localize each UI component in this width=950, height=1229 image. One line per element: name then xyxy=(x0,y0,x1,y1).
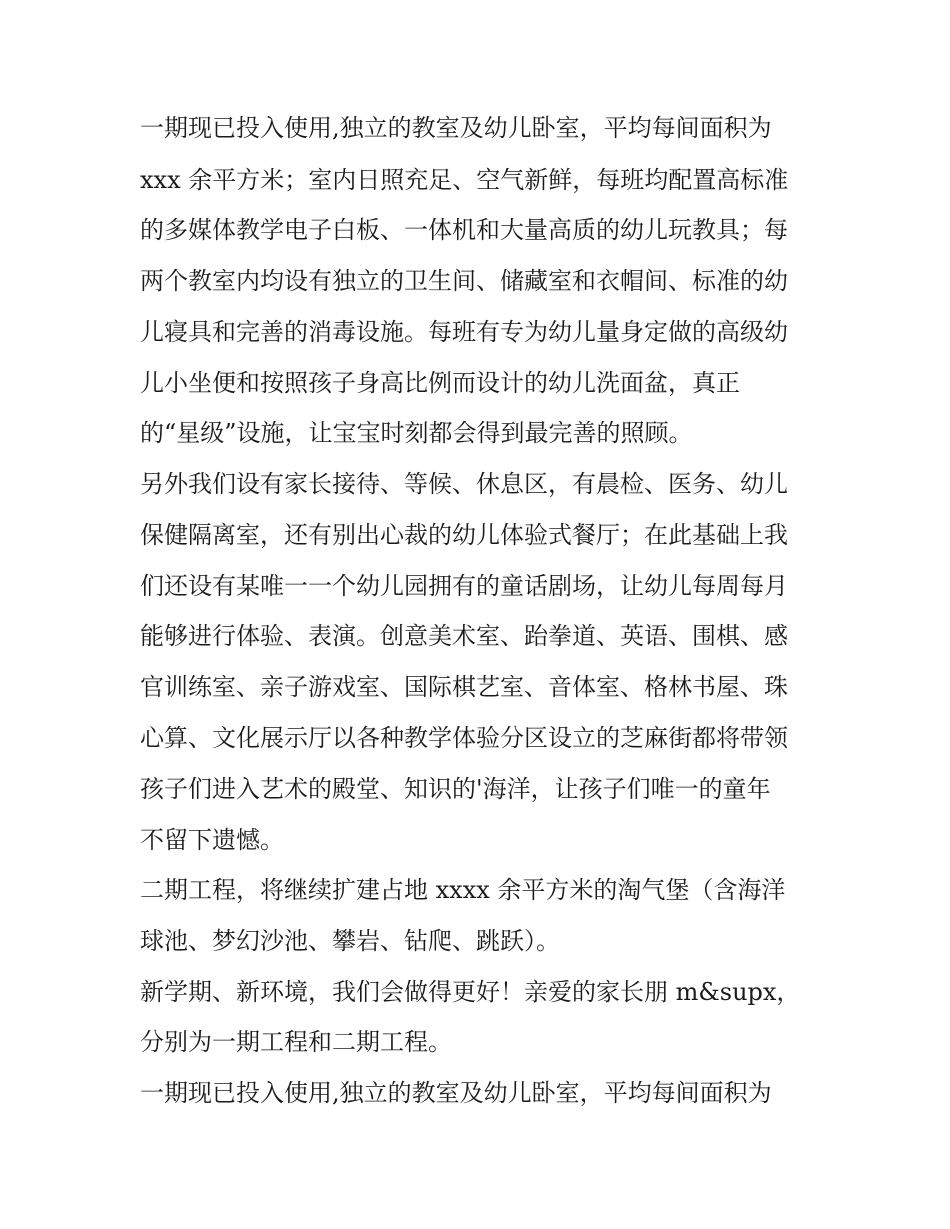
text-line: 的多媒体教学电子白板、一体机和大量高质的幼儿玩教具；每 xyxy=(140,216,788,244)
text-line: 能够进行体验、表演。创意美术室、跆拳道、英语、围棋、感 xyxy=(140,622,788,650)
text-line: 官训练室、亲子游戏室、国际棋艺室、音体室、格林书屋、珠 xyxy=(140,673,788,701)
text-line: 二期工程，将继续扩建占地 xxxx 余平方米的淘气堡（含海洋 xyxy=(140,876,786,904)
text-line: 们还设有某唯一一个幼儿园拥有的童话剧场，让幼儿每周每月 xyxy=(140,572,788,600)
text-line: 一期现已投入使用,独立的教室及幼儿卧室，平均每间面积为 xyxy=(140,1079,772,1107)
text-line: 不留下遗憾。 xyxy=(140,826,284,854)
text-line: xxx 余平方米；室内日照充足、空气新鲜，每班均配置高标准 xyxy=(140,166,789,194)
text-line: 儿小坐便和按照孩子身高比例而设计的幼儿洗面盆，真正 xyxy=(140,369,740,397)
text-line: 心算、文化展示厅以各种教学体验分区设立的芝麻街都将带领 xyxy=(140,724,788,752)
text-line: 的“星级”设施，让宝宝时刻都会得到最完善的照顾。 xyxy=(140,419,693,447)
text-line: 两个教室内均设有独立的卫生间、储藏室和衣帽间、标准的幼 xyxy=(140,267,788,295)
text-line: 儿寝具和完善的消毒设施。每班有专为幼儿量身定做的高级幼 xyxy=(140,318,788,346)
text-line: 孩子们进入艺术的殿堂、知识的'海洋，让孩子们唯一的童年 xyxy=(140,775,771,803)
text-line: 另外我们设有家长接待、等候、休息区，有晨检、医务、幼儿 xyxy=(140,470,788,498)
text-line: 新学期、新环境，我们会做得更好！亲爱的家长朋 m&supx， xyxy=(140,978,801,1006)
text-line: 分别为一期工程和二期工程。 xyxy=(140,1028,452,1056)
text-line: 保健隔离室，还有别出心裁的幼儿体验式餐厅；在此基础上我 xyxy=(140,521,788,549)
text-line: 一期现已投入使用,独立的教室及幼儿卧室，平均每间面积为 xyxy=(140,114,772,142)
text-line: 球池、梦幻沙池、攀岩、钻爬、跳跃）。 xyxy=(140,927,560,955)
